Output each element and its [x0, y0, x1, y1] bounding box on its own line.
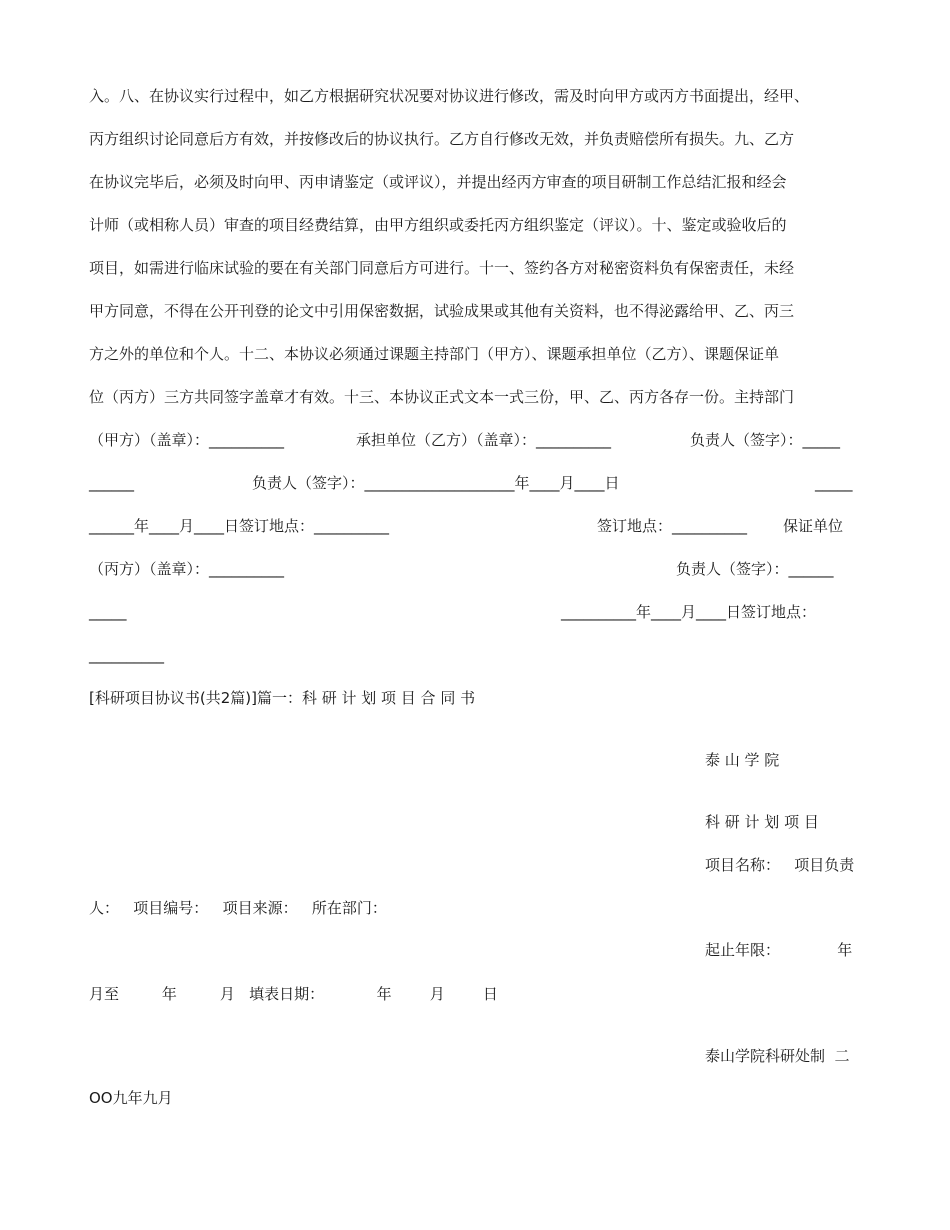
paragraph-line: 甲方同意，不得在公开刊登的论文中引用保密数据，试验成果或其他有关资料，也不得泌露给甲、乙、丙三 — [89, 302, 795, 320]
paragraph-line: 位（丙方）三方共同签字盖章才有效。十三、本协议正式文本一式三份，甲、乙、丙方各存一份。主持部门 — [89, 388, 795, 406]
school-name: 泰 山 学 院 — [705, 751, 780, 769]
signature-line-cont: __________ — [89, 646, 164, 664]
party-c-signer-field: 负责人（签字）：______ — [676, 560, 834, 578]
signature-line-cont: ______ — [89, 474, 134, 492]
party-a-signer-field: 负责人（签字）：_____ — [690, 431, 841, 449]
paragraph-line: 入。八、在协议实行过程中，如乙方根据研究状况要对协议进行修改，需及时向甲方或丙方书面提出，经甲、 — [89, 87, 810, 105]
party-c-date-place-field: __________年____月____日签订地点： — [561, 603, 817, 621]
project-info-labels: 人： 项目编号： 项目来源： 所在部门： — [89, 899, 387, 917]
party-b-seal-field: 承担单位（乙方）（盖章）：__________ — [356, 431, 612, 449]
project-name-label: 项目名称： 项目负责 — [705, 856, 855, 874]
paragraph-line: 项目，如需进行临床试验的要在有关部门同意后方可进行。十一、签约各方对秘密资料负有保密责任，未经 — [89, 259, 795, 277]
party-a-date-place-field: ______年____月____日签订地点：__________ — [89, 517, 390, 535]
party-a-seal-field: （甲方）（盖章）：__________ — [89, 431, 285, 449]
fill-date-label: 月至 年 月 填表日期： 年 月 日 — [89, 985, 498, 1003]
issuer-label: 泰山学院科研处制 二 — [705, 1047, 850, 1065]
paragraph-line: 在协议完毕后，必须及时向甲、丙申请鉴定（或评议），并提出经丙方审查的项目研制工作总结汇报和经会 — [89, 173, 787, 191]
section-heading: [科研项目协议书(共2篇)]篇一：科 研 计 划 项 目 合 同 书 — [89, 689, 476, 707]
paragraph-line: 计师（或相称人员）审查的项目经费结算，由甲方组织或委托丙方组织鉴定（评议）。十、鉴定或验收后的 — [89, 216, 787, 234]
party-b-place-field: 签订地点：__________ — [597, 517, 748, 535]
cover-subtitle: 科 研 计 划 项 目 — [705, 813, 819, 831]
paragraph-line: 丙方组织讨论同意后方有效，并按修改后的协议执行。乙方自行修改无效，并负责赔偿所有损失。九、乙方 — [89, 130, 795, 148]
guarantor-label: 保证单位 — [783, 517, 844, 535]
party-b-signer-date-field: 负责人（签字）：____________________年____月____日 — [252, 474, 620, 492]
signature-line-cont: _____ — [815, 474, 853, 492]
period-label: 起止年限： 年 — [705, 941, 853, 959]
paragraph-line: 方之外的单位和个人。十二、本协议必须通过课题主持部门（甲方）、课题承担单位（乙方）、课题保证单 — [89, 345, 780, 363]
party-c-seal-field: （丙方）（盖章）：__________ — [89, 560, 285, 578]
signature-line-cont: _____ — [89, 603, 127, 621]
issue-date: OO九年九月 — [89, 1089, 173, 1107]
